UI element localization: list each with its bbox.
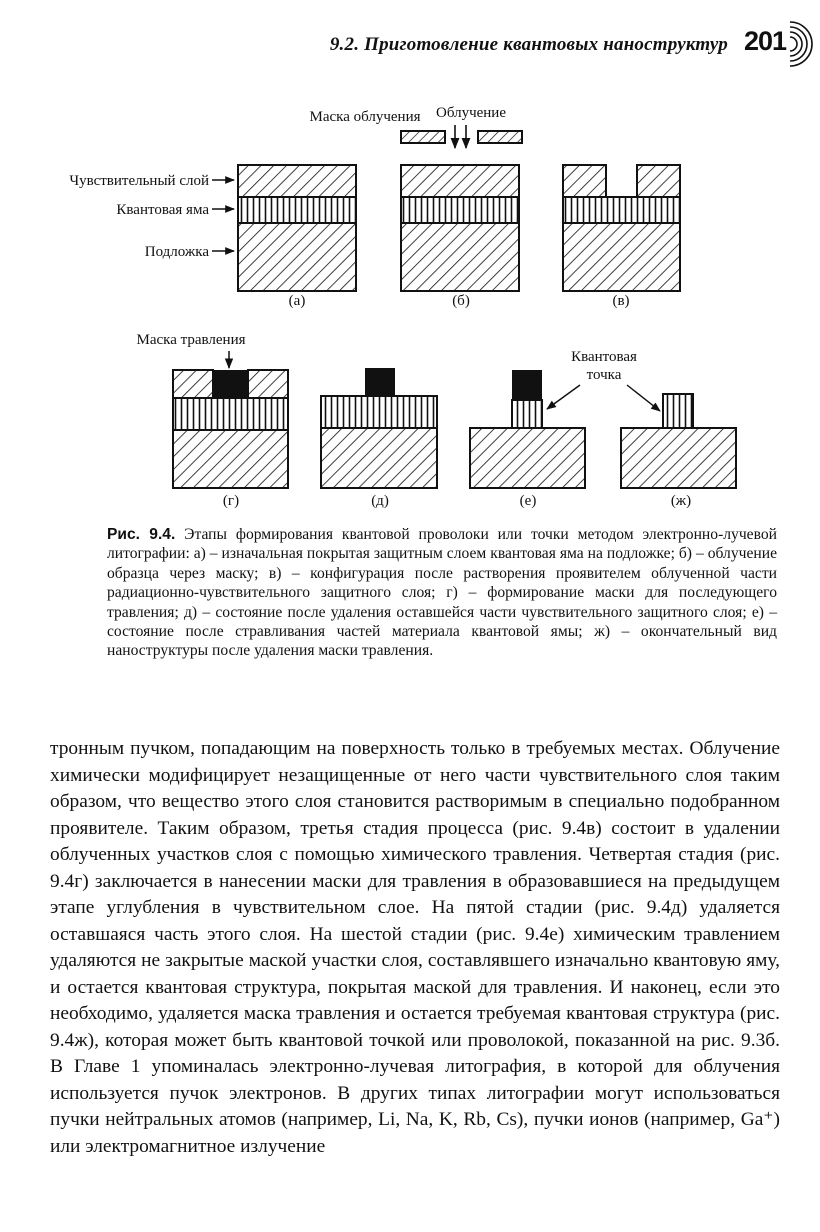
figure-9-4: [0, 95, 820, 525]
panel-label-a: (а): [288, 293, 306, 309]
panel-label-v: (в): [612, 293, 630, 309]
panel-v-diagram: [563, 165, 680, 291]
caption-label: Рис. 9.4.: [107, 526, 176, 543]
panel-b-diagram: [401, 165, 519, 291]
panel-label-zh: (ж): [670, 493, 692, 509]
page-corner-ornament-icon: [0, 0, 820, 80]
label-substrate: Подложка: [144, 244, 209, 260]
irradiation-mask-right: [478, 131, 522, 143]
panel-label-e: (е): [519, 493, 537, 509]
running-title: 9.2. Приготовление квантовых наноструктур: [329, 34, 728, 55]
panel-zh-diagram: [621, 394, 736, 488]
page-header: [0, 0, 820, 80]
label-quantum-dot-2: точка: [586, 367, 622, 383]
label-quantum-well: Квантовая яма: [116, 202, 209, 218]
caption-text: Этапы формирования квантовой проволоки или точки методом электронно-лучевой литографии: а) – изначальная покрытая защитным слоем квантовая яма на подложке; б) – облучение образца через маску; в) – конфигурация после растворения проявителем облученной части радиационно-чувствительного защитного слоя; г) – формирование маски для последующего травления; д) – состояние после удаления оставшейся части чувствительного защитного слоя; е) – состояние после стравливания частей материала квантовой ямы; ж) – окончательный вид наноструктуры после удаления маски травления.: [107, 526, 778, 660]
page-number: 201: [744, 26, 787, 56]
panel-e-diagram: [470, 370, 585, 488]
figure-diagram: [0, 95, 820, 525]
panel-label-d: (д): [371, 493, 389, 509]
panel-label-b: (б): [452, 293, 470, 309]
arrow-quantum-dot-zh: [627, 385, 660, 411]
body-paragraph: тронным пучком, попадающим на поверхность только в требуемых местах. Облучение химически модифицирует незащищенные от него части чувствительного слоя таким образом, что вещество этого слоя становится растворимым в специально подобранном проявителе. Таким образом, третья стадия процесса (рис. 9.4в) состоит в удалении облученных участков слоя с помощью химического травления. Четвертая стадия (рис. 9.4г) заключается в нанесении маски для травления в образовавшиеся на предыдущем этапе углубления в чувствительном слое. На пятой стадии (рис. 9.4д) удаляется оставшаяся часть этого слоя. На шестой стадии (рис. 9.4е) химическим травлением удаляются не закрытые маской участки слоя, составлявшего изначально квантовую яму, и остается квантовая структура, покрытая маской для травления. И наконец, если это необходимо, удаляется маска травления и остается требуемая квантовая структура (рис. 9.4ж), которая может быть квантовой точкой или проволокой, показанной на рис. 9.3б. В Главе 1 упоминалась электронно-лучевая литография, в которой для облучения используется пучок электронов. В других типах литографии могут использоваться пучки нейтральных атомов (например, Li, Na, K, Rb, Cs), пучки ионов (например, Ga⁺) или электромагнитное излучение: [50, 738, 780, 1157]
label-irradiation: Облучение: [436, 105, 506, 121]
label-sensitive-layer: Чувствительный слой: [69, 173, 209, 189]
body-text: [50, 736, 780, 1160]
label-irradiation-mask: Маска облучения: [309, 109, 421, 125]
figure-caption: [107, 525, 777, 661]
arrow-quantum-dot-e: [547, 385, 580, 409]
label-etch-mask: Маска травления: [136, 332, 246, 348]
panel-a-diagram: [238, 165, 356, 291]
panel-label-g: (г): [222, 493, 240, 509]
panel-d-diagram: [321, 368, 437, 488]
panel-g-diagram: [173, 370, 288, 488]
label-quantum-dot-1: Квантовая: [571, 349, 637, 365]
irradiation-mask-left: [401, 131, 445, 143]
